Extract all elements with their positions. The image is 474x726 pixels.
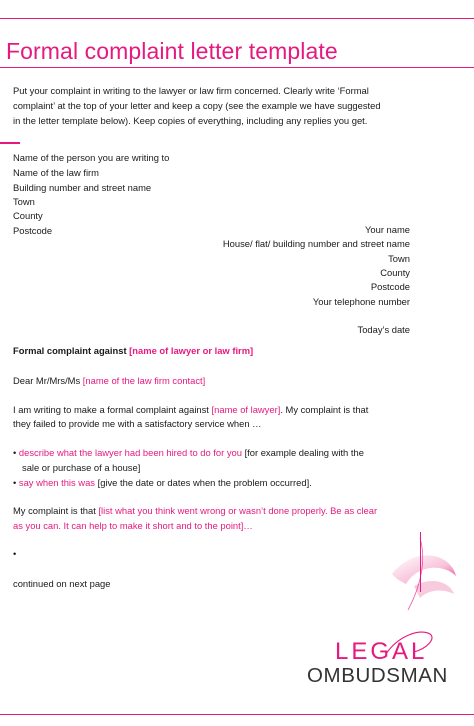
continued-note: continued on next page — [13, 578, 111, 589]
date-line: Today’s date — [357, 324, 410, 335]
empty-bullet: • — [13, 548, 17, 559]
subject-label: Formal complaint against — [13, 345, 130, 356]
body-text: I am writing to make a formal complaint against — [13, 404, 212, 415]
intro-line: Put your complaint in writing to the lawyer or law firm concerned. Clearly write ‘Formal — [13, 85, 369, 96]
bullet-symbol: • — [13, 447, 17, 458]
bullet-text: [give the date or dates when the problem occurred]. — [94, 477, 312, 488]
subject-line — [13, 343, 253, 358]
sender-line: House/ flat/ building number and street name — [222, 238, 410, 249]
sender-line: Postcode — [370, 281, 410, 292]
sender-line: Your telephone number — [312, 296, 410, 307]
bullet-placeholder: describe what the lawyer had been hired to do for you — [16, 447, 242, 458]
subject-placeholder: [name of lawyer or law firm] — [129, 345, 254, 356]
letter-start-rule — [0, 142, 20, 144]
bullet-symbol: • — [13, 477, 17, 488]
recipient-line: County — [13, 210, 43, 221]
lawyer-placeholder: [name of lawyer] — [211, 404, 281, 415]
sender-line: Your name — [365, 224, 410, 235]
top-rule — [0, 18, 474, 19]
title-underline — [0, 67, 474, 68]
recipient-line: Postcode — [13, 225, 53, 236]
body-line: they failed to provide me with a satisfactory service when … — [13, 418, 262, 429]
body-text: . My complaint is that — [280, 404, 369, 415]
bottom-rule — [0, 714, 474, 715]
bullet-text: [for example dealing with the — [241, 447, 364, 458]
logo-legal-text: LEGAL — [335, 638, 428, 665]
recipient-line: Building number and street name — [13, 182, 152, 193]
sender-line: Town — [388, 253, 410, 264]
bullet-item — [13, 475, 312, 490]
bullet-placeholder: say when this was — [16, 477, 95, 488]
right-accent-line — [420, 532, 421, 592]
bullet-item — [13, 445, 364, 460]
body-line — [13, 402, 368, 417]
recipient-line: Town — [13, 196, 35, 207]
salutation-line — [13, 373, 205, 388]
intro-line: complaint’ at the top of your letter and keep a copy (see the example we have suggested — [13, 100, 381, 111]
sender-line: County — [380, 267, 410, 278]
complaint-placeholder: [list what you think went wrong or wasn’t done properly. Be as clear — [98, 505, 378, 516]
logo-ombudsman-text: OMBUDSMAN — [307, 664, 448, 687]
salutation-placeholder: [name of the law firm contact] — [82, 375, 206, 386]
bullet-continuation: sale or purchase of a house] — [22, 462, 141, 473]
salutation-label: Dear Mr/Mrs/Ms — [13, 375, 83, 386]
complaint-label: My complaint is that — [13, 505, 99, 516]
complaint-placeholder-cont: as you can. It can help to make it short and to the point]… — [13, 520, 253, 531]
decorative-curl-graphic — [384, 534, 474, 614]
page-title: Formal complaint letter template — [6, 38, 338, 64]
recipient-line: Name of the person you are writing to — [13, 152, 170, 163]
complaint-line — [13, 503, 377, 518]
intro-line: in the letter template below). Keep copies of everything, including any replies you get. — [13, 115, 368, 126]
recipient-line: Name of the law firm — [13, 167, 99, 178]
